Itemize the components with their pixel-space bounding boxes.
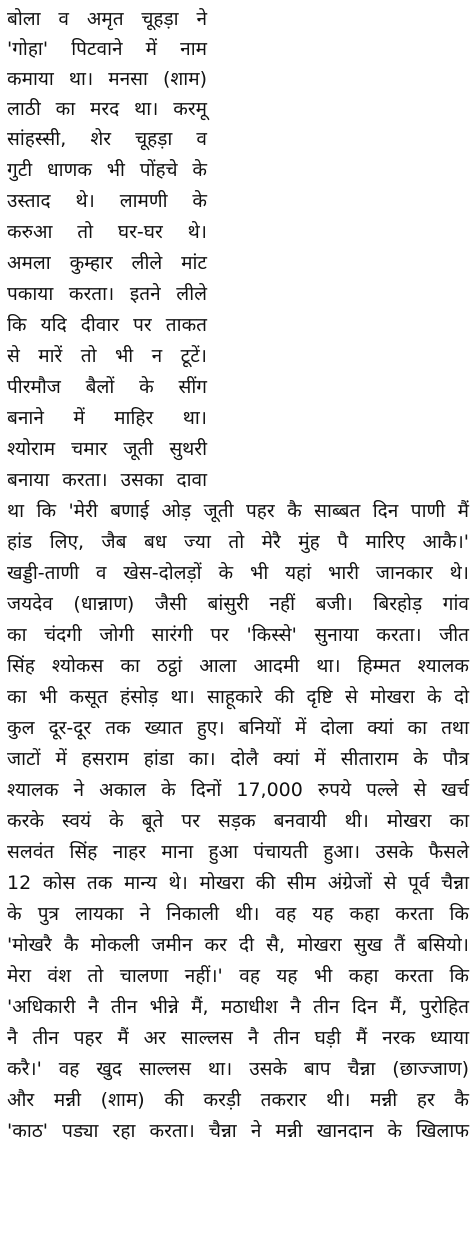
text-line: श्योराम चमार जूती सुथरी (7, 438, 207, 460)
text-line: का चंदगी जोगी सारंगी पर 'किस्से' सुनाया करता। जीत (7, 624, 469, 646)
text-line: नै तीन पहर मैं अर साल्लस नै तीन घड़ी मैं नरक ध्याया (7, 1027, 469, 1049)
text-line: 'मोखरै कै मोकली जमीन कर दी सै, मोखरा सुख तैं बसियो। (7, 934, 469, 956)
text-line: उस्ताद थे। लामणी के (7, 190, 207, 212)
text-line: अमला कुम्हार लीले मांट (7, 252, 207, 274)
text-line: मेरा वंश तो चालणा नहीं।' वह यह भी कहा करता कि (7, 965, 469, 987)
text-line: सिंह श्योकस का ठट्ठां आला आदमी था। हिम्मत श्यालक (7, 655, 469, 677)
text-line: सलवंत सिंह नाहर माना हुआ पंचायती हुआ। उसके फैसले (7, 841, 469, 863)
text-line: बोला व अमृत चूहड़ा ने (7, 8, 207, 30)
text-line: बनाने में माहिर था। (7, 407, 207, 429)
text-line: से मारें तो भी न टूटें। (7, 345, 207, 367)
text-line: बनाया करता। उसका दावा (7, 469, 207, 491)
text-line: जयदेव (धान्नाण) जैसी बांसुरी नहीं बजी। बिरहोड़ गांव (7, 593, 469, 615)
text-line: करुआ तो घर-घर थे। (7, 221, 207, 243)
text-line: हांड लिए, जैब बध ज्या तो मेरै मुंह पै मारिए आकै।' (7, 531, 469, 553)
text-line: पीरमौज बैलों के सींग (7, 376, 207, 398)
text-line: लाठी का मरद था। करमू (7, 98, 207, 120)
text-line: कमाया था। मनसा (शाम) (7, 68, 207, 90)
text-line: कुल दूर-दूर तक ख्यात हुए। बनियों में दोला क्यां का तथा (7, 717, 469, 739)
text-line: 'अधिकारी नै तीन भीन्ने मैं, मठाधीश नै तीन दिन मैं, पुरोहित (7, 996, 469, 1018)
text-line: 'गोहा' पिटवाने में नाम (7, 38, 207, 60)
text-line: के पुत्र लायका ने निकाली थी। वह यह कहा करता कि (7, 903, 469, 925)
text-line: खड्डी-ताणी व खेस-दोलड़ों के भी यहां भारी जानकार थे। (7, 562, 469, 584)
text-line: 'काठ' पड्या रहा करता। चैन्ना ने मन्नी खानदान के खिलाफ (7, 1120, 469, 1142)
text-line: पकाया करता। इतने लीले (7, 283, 207, 305)
text-line: 12 कोस तक मान्य थे। मोखरा की सीम अंग्रेजों से पूर्व चैन्ना (7, 872, 469, 894)
text-line: करके स्वयं के बूते पर सड़क बनवायी थी। मोखरा का (7, 810, 469, 832)
text-line: गुटी धाणक भी पोंहचे के (7, 159, 207, 181)
text-line: कि यदि दीवार पर ताकत (7, 314, 207, 336)
text-line: श्यालक ने अकाल के दिनों 17,000 रुपये पल्ले से खर्च (7, 779, 469, 801)
text-line: सांहस्सी, शेर चूहड़ा व (7, 128, 207, 150)
text-line: था कि 'मेरी बणाई ओड़ जूती पहर कै साब्बत दिन पाणी मैं (7, 500, 469, 522)
text-line: करै।' वह खुद साल्लस था। उसके बाप चैन्ना (छाज्जाण) (7, 1058, 469, 1080)
text-line: और मन्नी (शाम) की करड़ी तकरार थी। मन्नी हर कै (7, 1089, 469, 1111)
text-line: जाटों में हसराम हांडा का। दोलै क्यां में सीताराम के पौत्र (7, 748, 469, 770)
text-line: का भी कसूत हंसोड़ था। साहूकारे की दृष्टि से मोखरा के दो (7, 686, 469, 708)
